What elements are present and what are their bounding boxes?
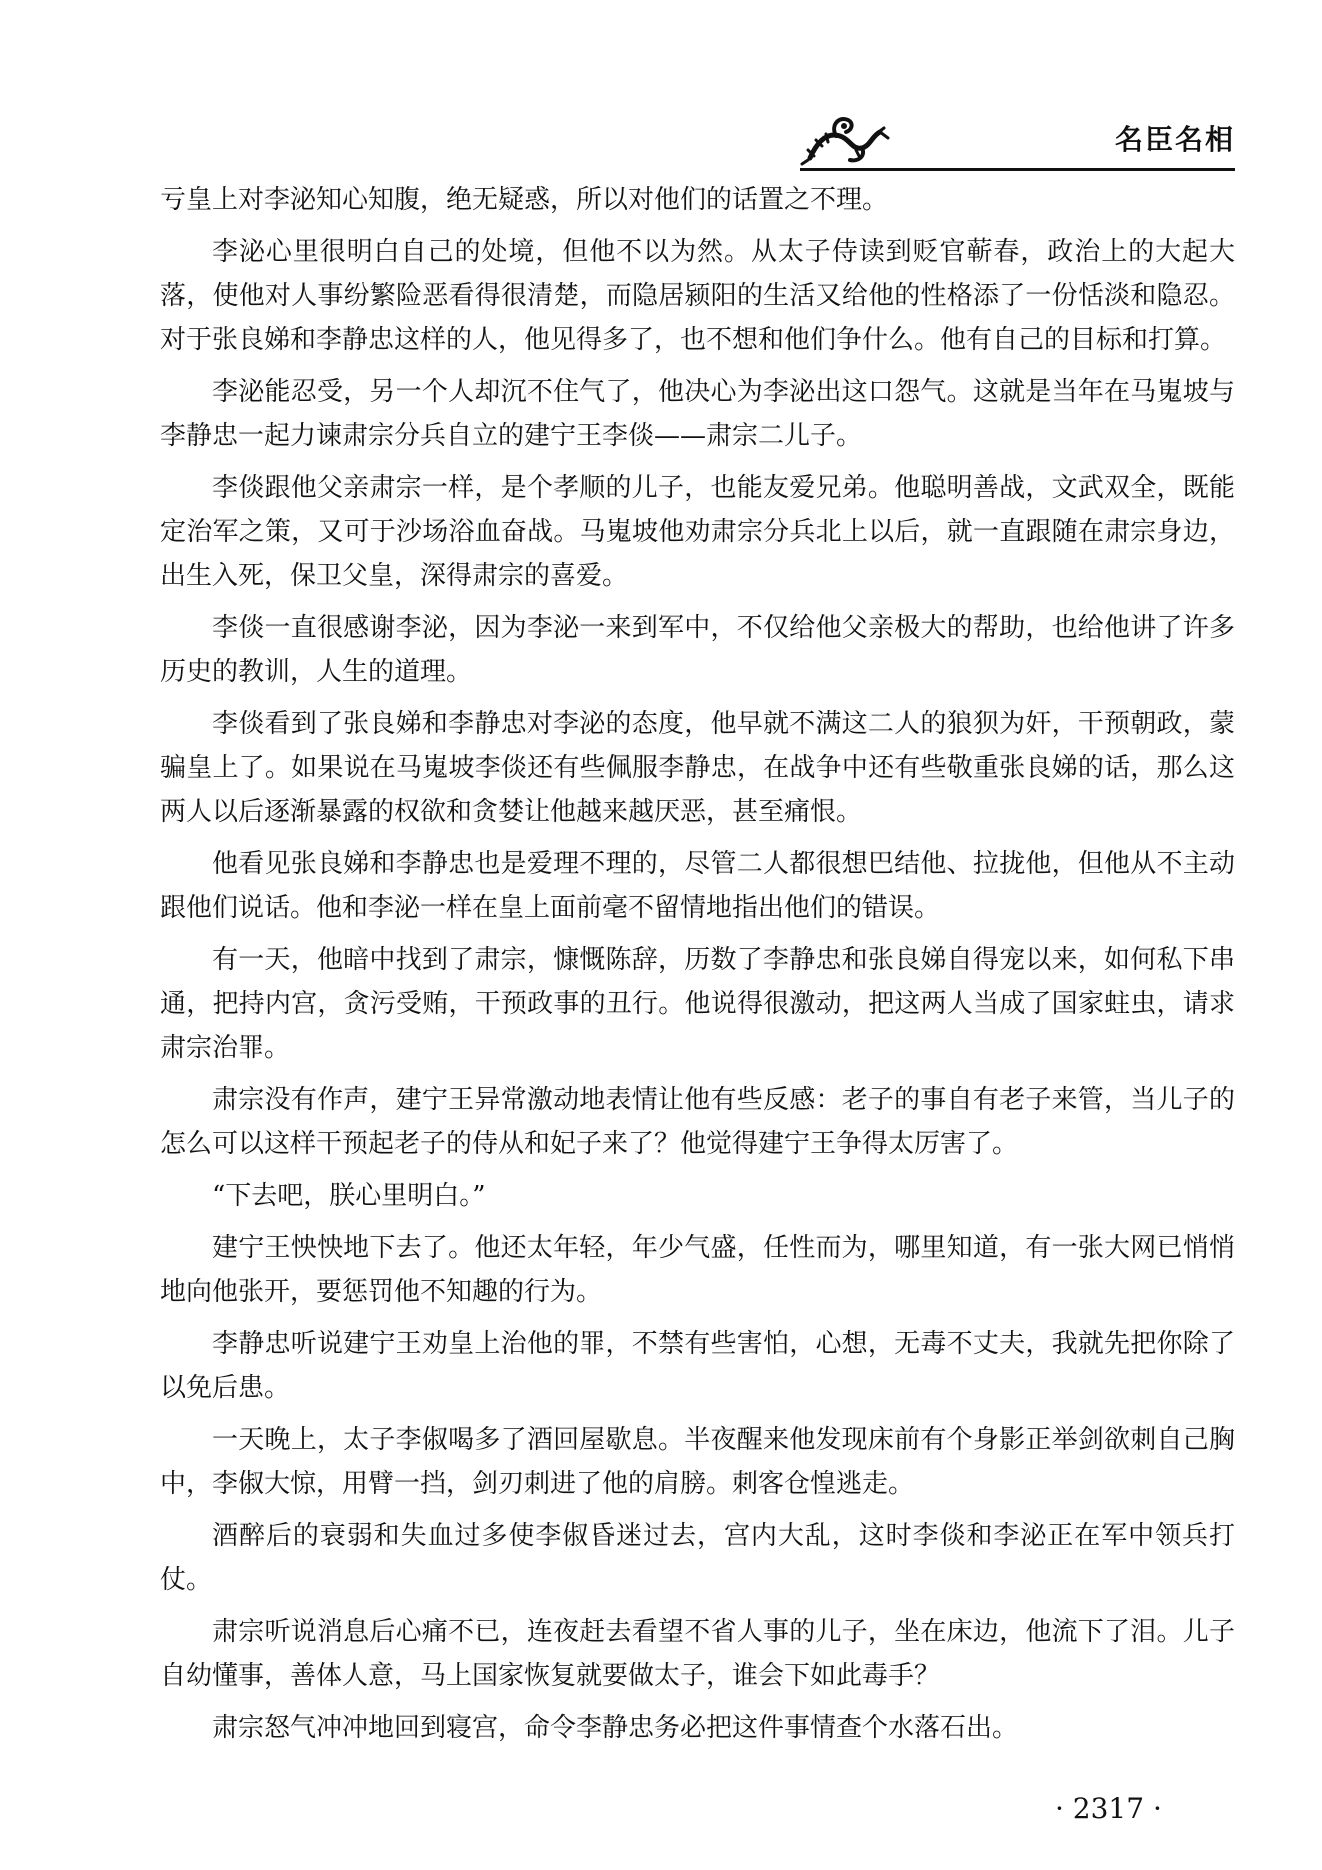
paragraph-6: 李倓看到了张良娣和李静忠对李泌的态度，他早就不满这二人的狼狈为奸，干预朝政，蒙骗皇上了。如果说在马嵬坡李倓还有些佩服李静忠，在战争中还有些敬重张良娣的话，那么这两人以后逐渐暴露的权欲和贪婪让他越来越厌恶，甚至痛恨。: [160, 709, 1235, 827]
header-title: 名臣名相: [1114, 123, 1235, 156]
paragraph-11: 建宁王怏怏地下去了。他还太年轻，年少气盛，任性而为，哪里知道，有一张大网已悄悄地向他张开，要惩罚他不知趣的行为。: [160, 1233, 1235, 1307]
header-rule: [800, 168, 1235, 171]
paragraph-15: 肃宗听说消息后心痛不已，连夜赶去看望不省人事的儿子，坐在床边，他流下了泪。儿子自幼懂事，善体人意，马上国家恢复就要做太子，谁会下如此毒手？: [160, 1617, 1235, 1691]
paragraph-7: 他看见张良娣和李静忠也是爱理不理的，尽管二人都很想巴结他、拉拢他，但他从不主动跟他们说话。他和李泌一样在皇上面前毫不留情地指出他们的错误。: [160, 849, 1235, 923]
paragraph-2: 李泌心里很明白自己的处境，但他不以为然。从太子侍读到贬官蕲春，政治上的大起大落，使他对人事纷繁险恶看得很清楚，而隐居颍阳的生活又给他的性格添了一份恬淡和隐忍。对于张良娣和李静忠这样的人，他见得多了，也不想和他们争什么。他有自己的目标和打算。: [160, 237, 1235, 355]
paragraph-5: 李倓一直很感谢李泌，因为李泌一来到军中，不仅给他父亲极大的帮助，也给他讲了许多历史的教训，人生的道理。: [160, 613, 1235, 687]
paragraph-1: 亏皇上对李泌知心知腹，绝无疑惑，所以对他们的话置之不理。: [160, 185, 889, 215]
page-number: · 2317 ·: [1055, 1792, 1162, 1825]
paragraph-13: 一天晚上，太子李俶喝多了酒回屋歇息。半夜醒来他发现床前有个身影正举剑欲刺自己胸中，李俶大惊，用臂一挡，剑刃刺进了他的肩膀。刺客仓惶逃走。: [160, 1425, 1235, 1499]
paragraph-14: 酒醉后的衰弱和失血过多使李俶昏迷过去，宫内大乱，这时李倓和李泌正在军中领兵打仗。: [160, 1521, 1235, 1595]
paragraph-4: 李倓跟他父亲肃宗一样，是个孝顺的儿子，也能友爱兄弟。他聪明善战，文武双全，既能定治军之策，又可于沙场浴血奋战。马嵬坡他劝肃宗分兵北上以后，就一直跟随在肃宗身边，出生入死，保卫父皇，深得肃宗的喜爱。: [160, 473, 1235, 591]
paragraph-10: “下去吧，朕心里明白。”: [212, 1181, 486, 1211]
paragraph-12: 李静忠听说建宁王劝皇上治他的罪，不禁有些害怕，心想，无毒不丈夫，我就先把你除了以免后患。: [160, 1329, 1235, 1403]
paragraph-9: 肃宗没有作声，建宁王异常激动地表情让他有些反感：老子的事自有老子来管，当儿子的怎么可以这样干预起老子的侍从和妃子来了？他觉得建宁王争得太厉害了。: [160, 1085, 1235, 1159]
paragraph-8: 有一天，他暗中找到了肃宗，慷慨陈辞，历数了李静忠和张良娣自得宠以来，如何私下串通，把持内宫，贪污受贿，干预政事的丑行。他说得很激动，把这两人当成了国家蛀虫，请求肃宗治罪。: [160, 945, 1235, 1063]
paragraph-3: 李泌能忍受，另一个人却沉不住气了，他决心为李泌出这口怨气。这就是当年在马嵬坡与李静忠一起力谏肃宗分兵自立的建宁王李倓——肃宗二儿子。: [160, 377, 1235, 451]
dragon-emblem-icon: [800, 110, 890, 168]
page-header: [160, 110, 1235, 172]
paragraph-16: 肃宗怒气冲冲地回到寝宫，命令李静忠务必把这件事情查个水落石出。: [212, 1713, 1019, 1743]
body-text: [160, 178, 1235, 1758]
